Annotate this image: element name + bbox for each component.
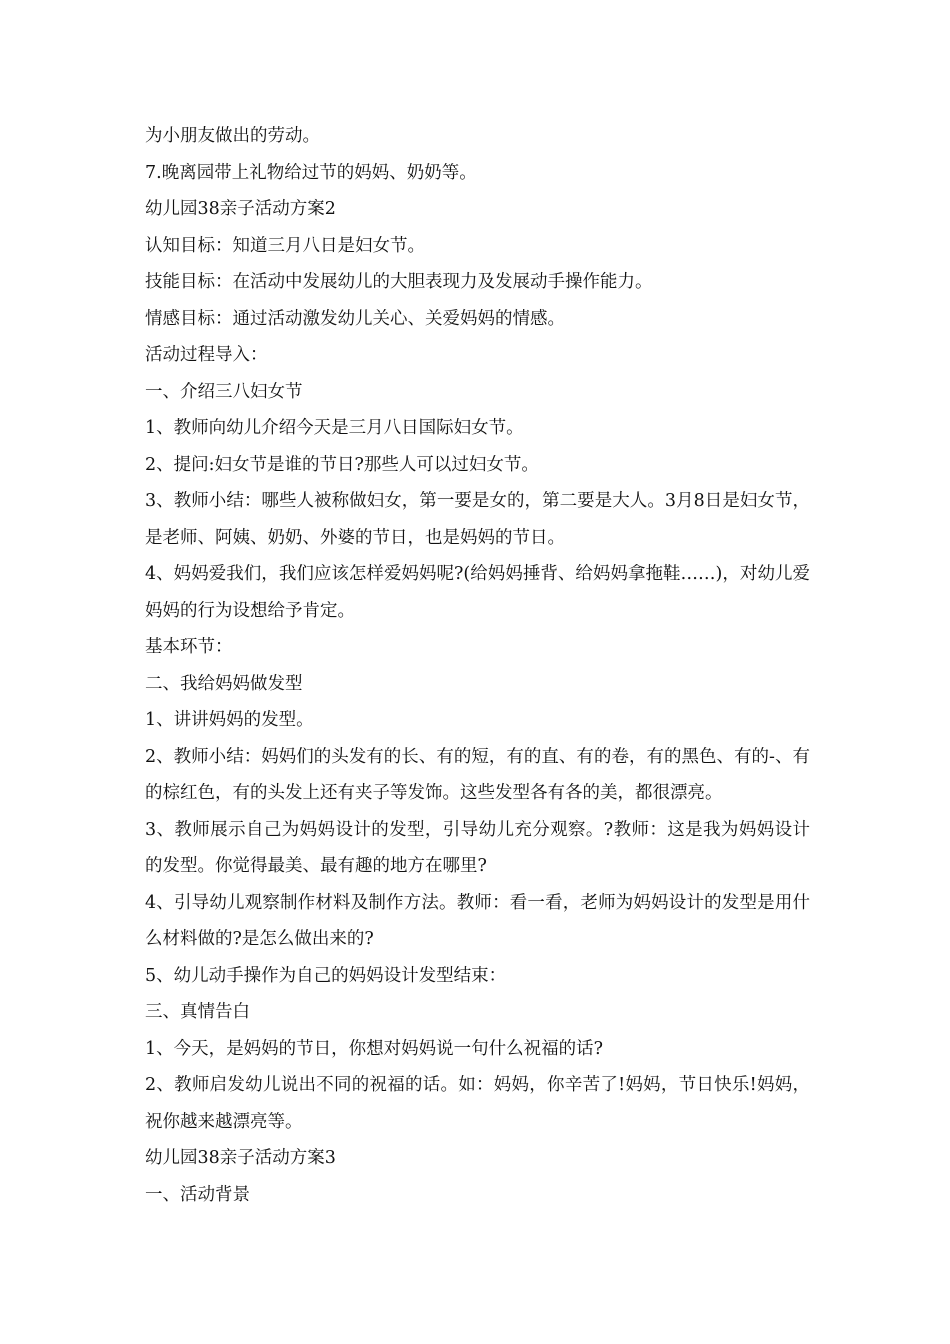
paragraph: 为小朋友做出的劳动。 [145,126,320,146]
list-item: 4、妈妈爱我们，我们应该怎样爱妈妈呢?(给妈妈捶背、给妈妈拿拖鞋……)，对幼儿爱妈妈的行为设想给予肯定。 [145,564,810,621]
list-item: 1、教师向幼儿介绍今天是三月八日国际妇女节。 [145,418,524,438]
document-body [145,118,810,1213]
subheading: 一、活动背景 [145,1184,250,1205]
section-heading: 幼儿园38亲子活动方案3 [145,1148,336,1168]
list-item: 3、教师小结：哪些人被称做妇女，第一要是女的，第二要是大人。3月8日是妇女节，是老师、阿姨、奶奶、外婆的节日，也是妈妈的节日。 [145,491,810,548]
subheading: 一、介绍三八妇女节 [145,381,303,402]
list-item: 2、提问:妇女节是谁的节日?那些人可以过妇女节。 [145,454,539,475]
list-item: 1、讲讲妈妈的发型。 [145,710,314,730]
list-item: 2、教师小结：妈妈们的头发有的长、有的短，有的直、有的卷，有的黑色、有的-、有的棕红色，有的头发上还有夹子等发饰。这些发型各有各的美，都很漂亮。 [145,746,810,803]
list-item: 1、今天，是妈妈的节日，你想对妈妈说一句什么祝福的话? [145,1038,604,1059]
paragraph: 7.晚离园带上礼物给过节的妈妈、奶奶等。 [145,162,477,183]
paragraph: 活动过程导入： [145,345,268,365]
list-item: 2、教师启发幼儿说出不同的祝福的话。如：妈妈，你辛苦了!妈妈，节日快乐!妈妈，祝你越来越漂亮等。 [145,1075,810,1132]
section-heading: 幼儿园38亲子活动方案2 [145,199,336,219]
list-item: 4、引导幼儿观察制作材料及制作方法。教师：看一看，老师为妈妈设计的发型是用什么材料做的?是怎么做出来的? [145,892,810,949]
subheading: 三、真情告白 [145,1002,250,1022]
paragraph: 认知目标：知道三月八日是妇女节。 [145,235,425,256]
list-item: 3、教师展示自己为妈妈设计的发型，引导幼儿充分观察。?教师：这是我为妈妈设计的发型。你觉得最美、最有趣的地方在哪里? [145,819,810,876]
paragraph: 基本环节： [145,637,233,657]
list-item: 5、幼儿动手操作为自己的妈妈设计发型结束： [145,965,507,986]
paragraph: 情感目标：通过活动激发幼儿关心、关爱妈妈的情感。 [145,308,565,329]
subheading: 二、我给妈妈做发型 [145,673,303,694]
paragraph: 技能目标：在活动中发展幼儿的大胆表现力及发展动手操作能力。 [145,272,653,292]
